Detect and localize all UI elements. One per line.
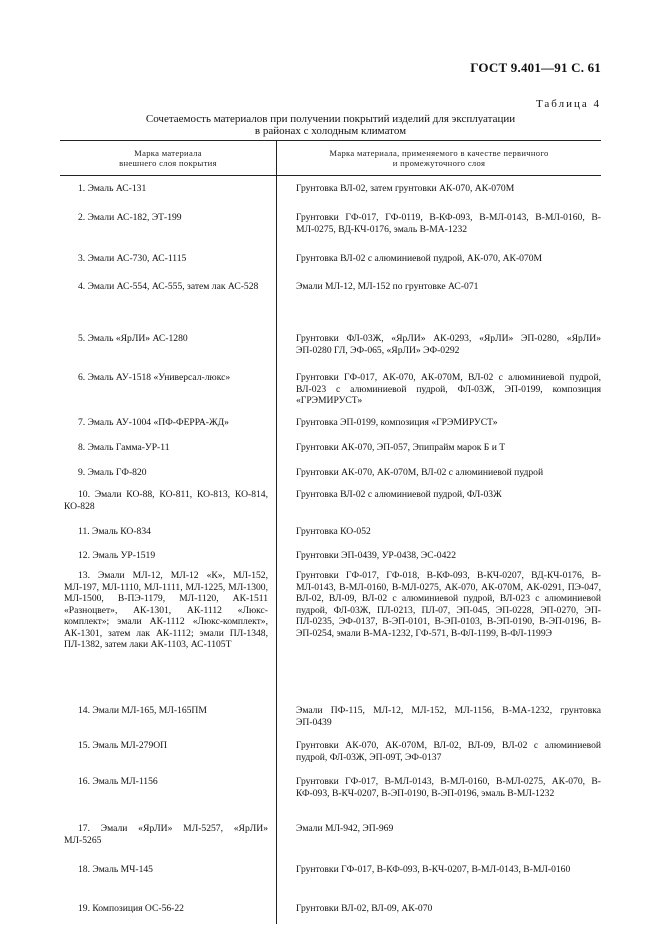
primer-layer-cell: Эмали МЛ-12, МЛ-152 по грунтовке АС-071	[296, 281, 479, 292]
table-row	[60, 372, 601, 407]
primer-layer-cell: Грунтовки ВЛ-02, ВЛ-09, АК-070	[296, 903, 433, 914]
primer-layer-cell: Грунтовка ВЛ-02 с алюминиевой пудрой, ФЛ-03Ж	[296, 489, 502, 500]
outer-layer-cell: 15. Эмаль МЛ-279ОП	[78, 740, 168, 751]
column-header-outer-layer	[60, 141, 277, 175]
table-row	[60, 253, 601, 265]
outer-layer-cell: 4. Эмали АС-554, АС-555, затем лак АС-528	[78, 281, 259, 292]
outer-layer-cell: 17. Эмали «ЯрЛИ» МЛ-5257, «ЯрЛИ» МЛ-5265	[64, 823, 268, 846]
compatibility-table	[60, 140, 601, 914]
outer-layer-cell: 1. Эмаль АС-131	[78, 183, 147, 194]
outer-layer-cell: 8. Эмаль Гамма-УР-11	[78, 442, 170, 453]
table-row	[60, 823, 601, 846]
table-number: Таблица 4	[535, 98, 601, 110]
outer-layer-cell: 11. Эмаль КО-834	[78, 526, 151, 537]
primer-layer-cell: Грунтовки ГФ-017, ГФ-0119, В-КФ-093, В-МЛ-0143, В-МЛ-0160, В-МЛ-0275, ВД-КЧ-0176, эмаль В-МА-1232	[296, 212, 601, 235]
table-row	[60, 740, 601, 763]
table-row	[60, 281, 601, 293]
outer-layer-cell: 5. Эмаль «ЯрЛИ» АС-1280	[78, 333, 188, 344]
outer-layer-cell: 10. Эмали КО-88, КО-811, КО-813, КО-814, КО-828	[64, 489, 268, 512]
table-row	[60, 864, 601, 876]
table-row	[60, 526, 601, 538]
primer-layer-cell: Эмали МЛ-942, ЭП-969	[296, 823, 394, 834]
outer-layer-cell: 16. Эмаль МЛ-1156	[78, 776, 158, 787]
primer-layer-cell: Грунтовки ФЛ-03Ж, «ЯрЛИ» АК-0293, «ЯрЛИ» ЭП-0280, «ЯрЛИ» ЭП-0280 ГЛ, ЭФ-065, «ЯрЛИ» ЭФ-0292	[296, 333, 601, 356]
outer-layer-cell: 19. Композиция ОС-56-22	[78, 903, 184, 914]
primer-layer-cell: Грунтовка ВЛ-02, затем грунтовки АК-070, АК-070М	[296, 183, 515, 194]
outer-layer-cell: 18. Эмаль МЧ-145	[78, 864, 153, 875]
outer-layer-cell: 7. Эмаль АУ-1004 «ПФ-ФЕРРА-ЖД»	[78, 417, 229, 428]
primer-layer-cell: Грунтовки ГФ-017, В-КФ-093, В-КЧ-0207, В-МЛ-0143, В-МЛ-0160	[296, 864, 571, 875]
column-header-primer-layer	[277, 148, 601, 168]
caption-line-1: Сочетаемость материалов при получении покрытий изделий для эксплуатации	[145, 113, 516, 125]
table-row	[60, 903, 601, 915]
table-row	[60, 570, 601, 651]
primer-layer-cell: Грунтовки АК-070, АК-070М, ВЛ-02, ВЛ-09, ВЛ-02 с алюминиевой пудрой, ФЛ-03Ж, ЭП-09Т, ЭФ-0137	[296, 740, 601, 763]
outer-layer-cell: 6. Эмаль АУ-1518 «Универсал-люкс»	[78, 372, 231, 383]
outer-layer-cell: 13. Эмали МЛ-12, МЛ-12 «К», МЛ-152, МЛ-197, МЛ-1110, МЛ-1111, МЛ-1225, МЛ-1300, МЛ-1500, В-ПЭ-1179, МЛ-1120, АК-1511 «Разноцвет», АК-1301, АК-1112 «Люкс-комплект»; эмали АК-1112 «Люкс-комплект», АК-1301, затем лак АК-1112; эмали ПЛ-1348, ПЛ-1382, затем лаки АК-1103, АС-1105Т	[64, 570, 268, 650]
table-row	[60, 183, 601, 195]
primer-layer-cell: Грунтовки ГФ-017, В-МЛ-0143, В-МЛ-0160, В-МЛ-0275, АК-070, В-КФ-093, В-КЧ-0207, В-ЭП-0190, В-ЭП-0196, эмаль В-МЛ-1232	[296, 776, 601, 799]
table-row	[60, 776, 601, 799]
primer-layer-cell: Грунтовка КО-052	[296, 526, 371, 537]
table-row	[60, 417, 601, 429]
table-row	[60, 489, 601, 512]
outer-layer-cell: 12. Эмаль УР-1519	[78, 550, 156, 561]
primer-layer-cell: Грунтовки АК-070, АК-070М, ВЛ-02 с алюминиевой пудрой	[296, 467, 544, 478]
caption-line-2: в районах с холодным климатом	[254, 125, 407, 137]
primer-layer-cell: Грунтовки ГФ-017, ГФ-018, В-КФ-093, В-КЧ-0207, ВД-КЧ-0176, В-МЛ-0143, В-МЛ-0160, В-МЛ-0275, АК-070, АК-070М, АК-0291, ПЭ-047, ВЛ-02, ВЛ-09, ВЛ-02 с алюминиевой пудрой, ВЛ-023 с алюминиевой пудрой, ФЛ-03Ж, ПЛ-0213, ПЛ-07, ЭП-045, ЭП-0228, ЭП-0270, ЭП-ПЛ-0235, ЭФ-0137, В-ЭП-0101, В-ЭП-0103, В-ЭП-0190, В-ЭП-0196, В-ЭП-0254, эмали В-МА-1232, ГФ-571, В-ФЛ-1199, В-ФЛ-1199Э	[296, 570, 601, 639]
outer-layer-cell: 2. Эмали АС-182, ЭТ-199	[78, 212, 182, 223]
table-row	[60, 705, 601, 728]
table-row	[60, 333, 601, 356]
primer-layer-cell: Эмали ПФ-115, МЛ-12, МЛ-152, МЛ-1156, В-МА-1232, грунтовка ЭП-0439	[296, 705, 601, 728]
primer-layer-cell: Грунтовки ЭП-0439, УР-0438, ЭС-0422	[296, 550, 456, 561]
column-header-left-line-1: Марка материала	[134, 148, 202, 158]
column-header-left-line-2: внешнего слоя покрытия	[119, 158, 217, 168]
column-header-right-line-1: Марка материала, применяемого в качестве первичного	[329, 148, 549, 158]
table-caption	[60, 113, 601, 137]
table-row	[60, 442, 601, 454]
table-row	[60, 212, 601, 235]
outer-layer-cell: 14. Эмали МЛ-165, МЛ-165ПМ	[78, 705, 207, 716]
outer-layer-cell: 9. Эмаль ГФ-820	[78, 467, 147, 478]
primer-layer-cell: Грунтовки АК-070, ЭП-057, Эпипрайм марок Б и Т	[296, 442, 506, 453]
primer-layer-cell: Грунтовки ГФ-017, АК-070, АК-070М, ВЛ-02 с алюминиевой пудрой, ВЛ-023 с алюминиевой пудрой, ФЛ-03Ж, ЭП-0199, композиция «ГРЭМИРУСТ»	[296, 372, 601, 406]
table-row	[60, 467, 601, 479]
table-header	[60, 140, 601, 176]
primer-layer-cell: Грунтовка ВЛ-02 с алюминиевой пудрой, АК-070, АК-070М	[296, 253, 543, 264]
primer-layer-cell: Грунтовка ЭП-0199, композиция «ГРЭМИРУСТ»	[296, 417, 498, 428]
column-header-right-line-2: и промежуточного слоя	[392, 158, 486, 168]
table-row	[60, 550, 601, 562]
document-header: ГОСТ 9.401—91 С. 61	[470, 60, 601, 75]
outer-layer-cell: 3. Эмали АС-730, АС-1115	[78, 253, 187, 264]
